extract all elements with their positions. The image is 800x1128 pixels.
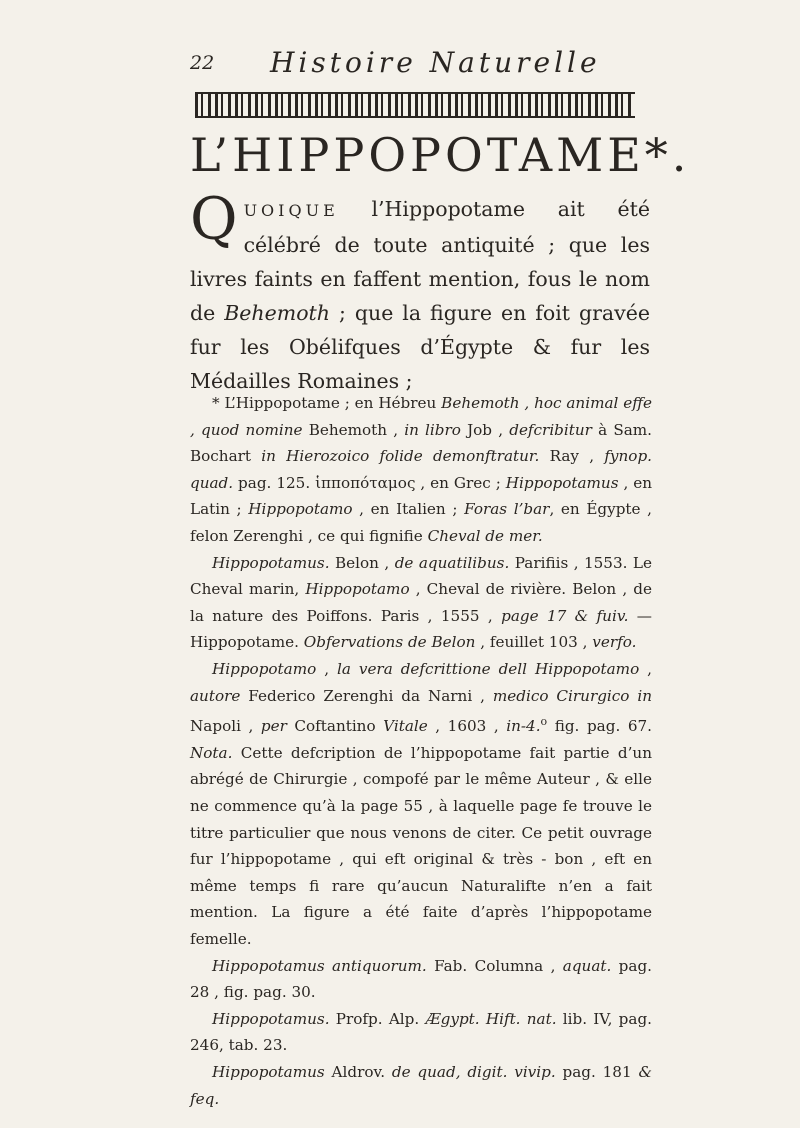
footnote-italic: Vitale <box>383 717 428 736</box>
footnote-italic: aquat. <box>562 956 612 975</box>
opening-word: UOIQUE <box>243 201 339 220</box>
footnote-paragraph <box>190 656 652 953</box>
footnote-italic: Behemoth , hoc animal effe , quod nomine <box>190 394 652 439</box>
footnote <box>190 390 652 1112</box>
chapter-title: L’HIPPOPOTAME*. <box>190 128 691 182</box>
footnote-text: Belon , <box>329 553 395 572</box>
footnote-text: , 1603 , <box>427 717 507 736</box>
paragraph-text: ; que la figure en foit gravée fur les Obélifques d’Égypte & fur les Médailles Romaines ; <box>190 301 650 393</box>
footnote-italic: & feq. <box>190 1062 652 1108</box>
page-header <box>190 46 650 80</box>
footnote-italic: autore <box>190 686 241 705</box>
footnote-italic: defcribitur <box>509 420 592 439</box>
footnote-text: * L’Hippopotame ; en Hébreu <box>212 394 442 412</box>
footnote-italic: Hippopotamus. <box>212 553 330 572</box>
footnote-italic: Cheval de mer. <box>427 526 543 545</box>
footnote-text: , <box>316 659 337 678</box>
footnote-italic: Hippopotamo <box>212 659 317 678</box>
footnote-italic: medico Cirurgico in <box>492 686 652 705</box>
footnote-text: , Cheval de rivière. Belon , de la nature des Poiffons. Paris , 1555 , <box>190 580 652 625</box>
footnote-italic: la vera defcrittione dell Hippopotamo <box>337 659 640 678</box>
footnote-text: Napoli , <box>190 717 261 736</box>
footnote-text: — Hippopotame. <box>190 606 652 652</box>
footnote-paragraph <box>190 1059 652 1112</box>
footnote-text: Behemoth , <box>302 420 405 439</box>
footnote-text: Aldrov. <box>324 1062 392 1081</box>
paragraph-text: l’Hippopotame ait été célébré de toute antiquité ; que les livres faints en faffent mention, fous le nom de <box>190 197 650 325</box>
footnote-italic: Nota. <box>190 743 233 762</box>
footnote-italic: page 17 & fuiv. <box>501 606 629 625</box>
footnote-italic: Hippopotamus <box>212 1062 325 1081</box>
footnote-text: , feuillet 103 , <box>475 633 593 652</box>
footnote-text: à Sam. Bochart <box>190 420 653 466</box>
footnote-italic: Obfervations de Belon <box>303 633 476 652</box>
footnote-paragraph <box>190 550 652 656</box>
footnote-italic: Hippopotamo <box>305 580 410 599</box>
footnote-text: pag. 125. ἱπποπόταμος , en Grec ; <box>233 473 506 492</box>
page-number: 22 <box>190 52 215 74</box>
footnote-italic: in Hierozoico folide demonftratur. <box>261 447 540 466</box>
footnote-italic: Hippopotamus. <box>212 1009 330 1028</box>
paragraph-italic: Behemoth <box>224 301 330 325</box>
footnote-italic: de aquatilibus. <box>394 553 510 572</box>
footnote-italic: Ægypt. Hift. nat. <box>425 1009 557 1028</box>
footnote-text: , <box>639 659 652 678</box>
decorative-ornament-band <box>195 92 635 118</box>
footnote-text: Cette defcription de l’hippopotame fait partie d’un abrégé de Chirurgie , compofé par le même Auteur , & elle ne commence qu’à la page 55 , à laquelle page fe trouve le titre particulier que nous venons de citer. Ce petit ouvrage fur l’hippopotame , qui eft original & très - bon , eft en même temps fi rare qu’aucun Naturalifte n’en a fait mention. La figure a été faite d’après l’hippopotame femelle. <box>190 743 652 948</box>
footnote-text: pag. 28 , fig. pag. 30. <box>190 956 653 1002</box>
footnote-text: , en Égypte , felon Zerenghi , ce qui fignifie <box>190 500 652 545</box>
footnote-text: Federico Zerenghi da Narni , <box>240 686 493 705</box>
footnote-italic: Foras l’bar <box>464 500 550 519</box>
footnote-superscript: o <box>540 715 548 729</box>
footnote-italic: Hippopotamus <box>505 473 619 492</box>
footnote-text: pag. 181 <box>555 1062 639 1081</box>
footnote-text: Fab. Columna , <box>426 956 563 975</box>
footnote-paragraph <box>190 1006 652 1059</box>
footnote-text: Job , <box>460 420 510 439</box>
footnote-italic: in-4. <box>506 717 541 736</box>
drop-cap: Q <box>190 185 238 253</box>
footnote-paragraph <box>190 953 652 1006</box>
footnote-italic: de quad, digit. vivip. <box>391 1062 556 1081</box>
footnote-italic: per <box>260 717 287 736</box>
footnote-italic: verfo. <box>592 633 637 652</box>
footnote-italic: Hippopotamo <box>248 500 353 519</box>
footnote-text: , en Italien ; <box>352 500 465 519</box>
footnote-paragraph <box>190 390 652 550</box>
opening-paragraph <box>190 185 650 398</box>
footnote-text: Coftantino <box>286 717 384 736</box>
footnote-text: fig. pag. 67. <box>547 717 652 736</box>
footnote-text: , en Latin ; <box>190 473 652 519</box>
running-title: Histoire Naturelle <box>270 46 601 79</box>
footnote-text: Ray , <box>539 447 605 466</box>
footnote-italic: in libro <box>404 420 461 439</box>
footnote-text: lib. IV, pag. 246, tab. 23. <box>190 1009 653 1055</box>
footnote-text: Parifiis , 1553. Le Cheval marin, <box>190 553 653 599</box>
footnote-italic: fynop. quad. <box>190 447 652 492</box>
footnote-italic: Hippopotamus antiquorum. <box>212 956 427 975</box>
footnote-text: Profp. Alp. <box>329 1009 426 1028</box>
